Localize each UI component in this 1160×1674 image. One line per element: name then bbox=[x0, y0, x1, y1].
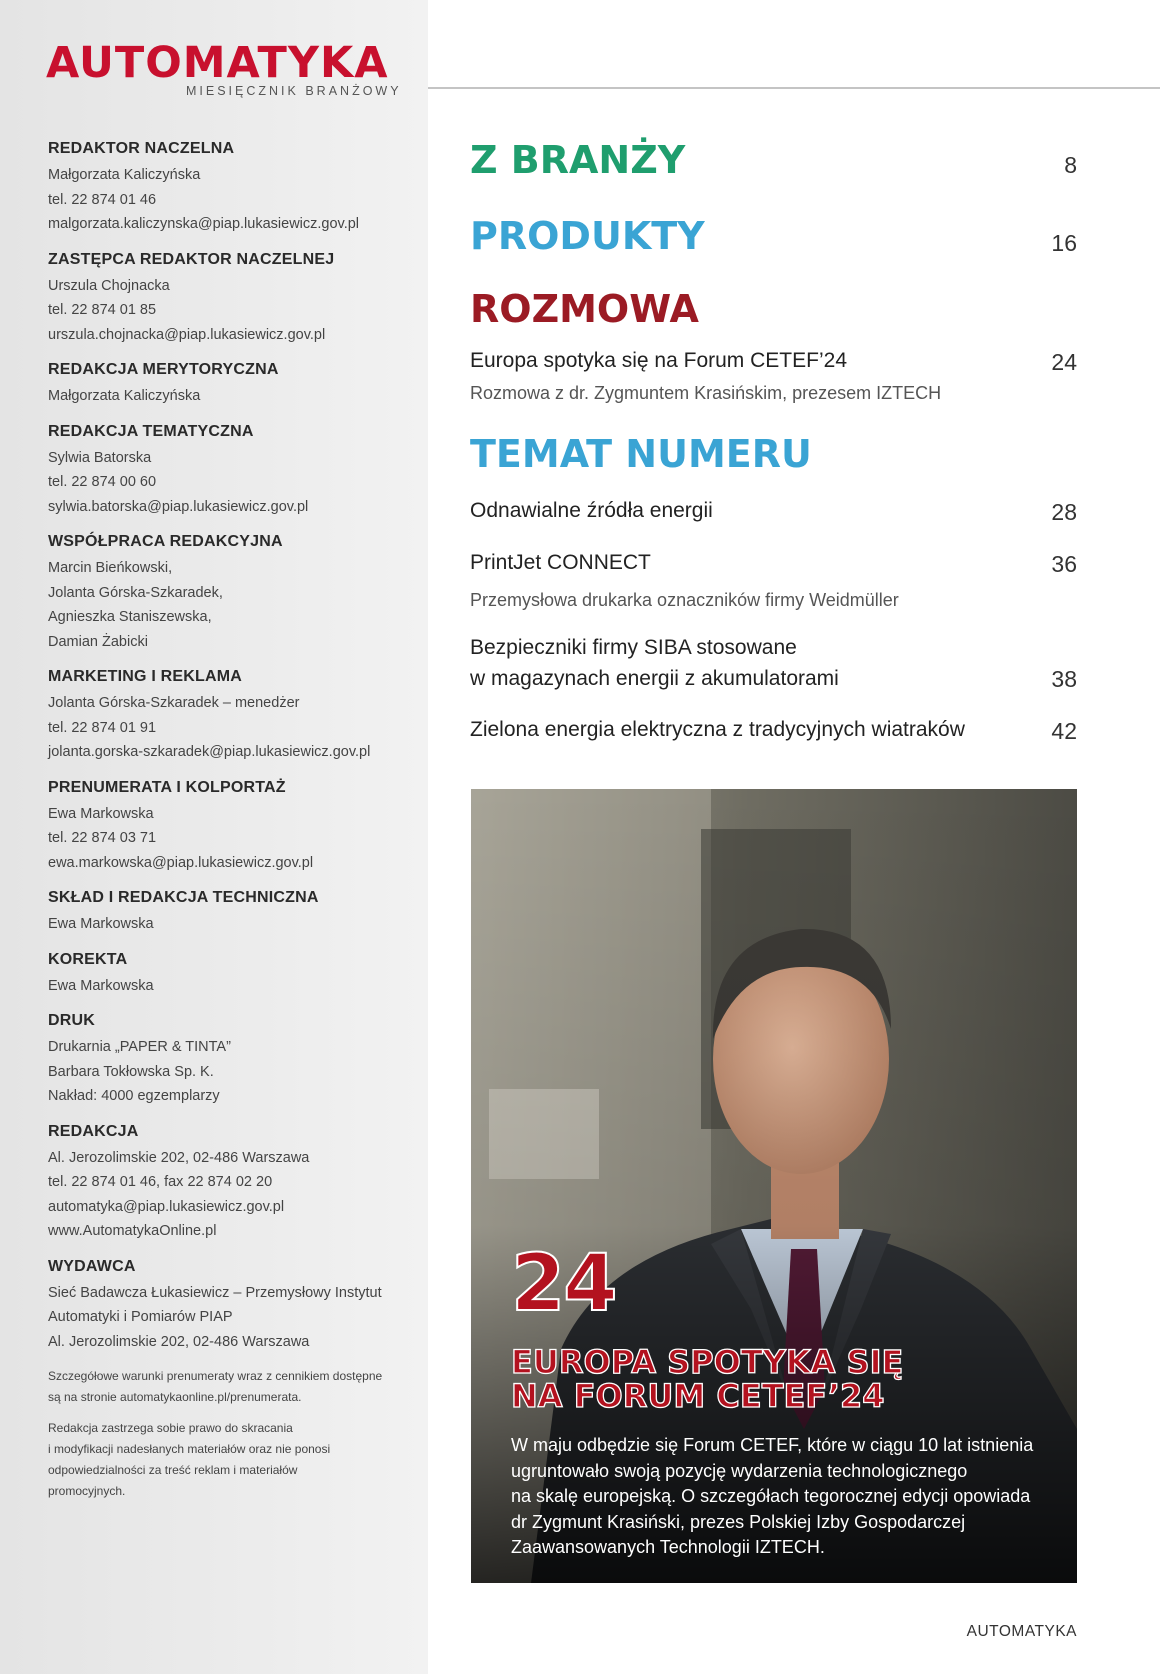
masthead bbox=[48, 138, 418, 1512]
page-number: 16 bbox=[1051, 230, 1077, 256]
masthead-note bbox=[48, 1418, 418, 1502]
masthead-note-line: Redakcja zastrzega sobie prawo do skracania bbox=[48, 1421, 293, 1435]
toc-entry-subtitle: Przemysłowa drukarka oznaczników firmy Weidmüller bbox=[470, 590, 899, 610]
masthead-line: Drukarnia „PAPER & TINTA” bbox=[48, 1039, 231, 1055]
masthead-heading: ZASTĘPCA REDAKTOR NACZELNEJ bbox=[48, 250, 335, 268]
masthead-line: tel. 22 874 03 71 bbox=[48, 830, 157, 846]
masthead-line: Ewa Markowska bbox=[48, 977, 154, 994]
masthead-line: Ewa Markowska bbox=[48, 916, 154, 932]
toc-entry-title[interactable]: Zielona energia elektryczna z tradycyjnych wiatraków bbox=[470, 718, 965, 741]
masthead-link[interactable]: www.AutomatykaOnline.pl bbox=[48, 1223, 217, 1239]
masthead-heading: SKŁAD I REDAKCJA TECHNICZNA bbox=[48, 889, 319, 906]
masthead-line: Małgorzata Kaliczyńska bbox=[48, 167, 201, 183]
feature-text-line: na skalę europejską. O szczegółach tegorocznej edycji opowiada bbox=[511, 1486, 1031, 1506]
section-heading-rozmowa: ROZMOWA bbox=[470, 287, 699, 331]
masthead-line: Damian Żabicki bbox=[48, 633, 148, 650]
section-heading-temat-numeru: TEMAT NUMERU bbox=[470, 432, 812, 476]
masthead-section bbox=[48, 777, 418, 876]
masthead-section bbox=[48, 359, 418, 409]
page-number: 8 bbox=[1064, 152, 1077, 178]
toc-entry-subtitle: Rozmowa z dr. Zygmuntem Krasińskim, prezesem IZTECH bbox=[470, 383, 942, 403]
masthead-heading: REDAKCJA TEMATYCZNA bbox=[48, 422, 254, 440]
masthead-section bbox=[48, 949, 418, 999]
feature-text-line: Zaawansowanych Technologii IZTECH. bbox=[511, 1537, 825, 1557]
masthead-heading: MARKETING I REKLAMA bbox=[48, 668, 243, 685]
masthead-line: Jolanta Górska-Szkaradek, bbox=[48, 584, 223, 601]
masthead-link[interactable]: ewa.markowska@piap.lukasiewicz.gov.pl bbox=[48, 854, 314, 871]
masthead-line: Urszula Chojnacka bbox=[48, 277, 170, 294]
feature-page-number: 24 bbox=[511, 1239, 616, 1329]
masthead-line: Al. Jerozolimskie 202, 02-486 Warszawa bbox=[48, 1149, 310, 1166]
masthead-note-line: odpowiedzialności za treść reklam i materiałów bbox=[48, 1463, 298, 1477]
masthead-line: Marcin Bieńkowski, bbox=[48, 560, 173, 576]
magazine-logo bbox=[46, 38, 402, 98]
masthead-line: tel. 22 874 01 46, fax 22 874 02 20 bbox=[48, 1174, 273, 1190]
feature-text-line: W maju odbędzie się Forum CETEF, które w ciągu 10 lat istnienia bbox=[511, 1435, 1034, 1455]
masthead-heading: WYDAWCA bbox=[48, 1257, 136, 1275]
masthead-note-line: i modyfikacji nadesłanych materiałów oraz nie ponosi bbox=[48, 1442, 331, 1456]
masthead-link[interactable]: automatyka@piap.lukasiewicz.gov.pl bbox=[48, 1198, 285, 1215]
toc-entry-title[interactable]: Odnawialne źródła energii bbox=[470, 499, 713, 522]
masthead-section bbox=[48, 421, 418, 520]
toc-entry-title-line[interactable]: w magazynach energii z akumulatorami bbox=[470, 667, 839, 690]
masthead-heading: REDAKTOR NACZELNA bbox=[48, 140, 235, 157]
masthead-line: Automatyki i Pomiarów PIAP bbox=[48, 1309, 233, 1325]
masthead-line: Agnieszka Staniszewska, bbox=[48, 609, 212, 625]
masthead-sidebar bbox=[0, 0, 428, 1674]
masthead-section bbox=[48, 531, 418, 654]
masthead-heading: KOREKTA bbox=[48, 950, 128, 968]
page-number: 42 bbox=[1051, 718, 1077, 744]
masthead-link[interactable]: urszula.chojnacka@piap.lukasiewicz.gov.pl bbox=[48, 326, 326, 343]
masthead-heading: REDAKCJA MERYTORYCZNA bbox=[48, 361, 279, 378]
logo-subtitle: MIESIĘCZNIK BRANŻOWY bbox=[186, 84, 402, 98]
masthead-link[interactable]: malgorzata.kaliczynska@piap.lukasiewicz.gov.pl bbox=[48, 216, 360, 232]
masthead-section bbox=[48, 1121, 418, 1244]
masthead-section bbox=[48, 249, 418, 348]
section-heading-z-branzy[interactable]: Z BRANŻY bbox=[470, 138, 686, 182]
masthead-heading: DRUK bbox=[48, 1012, 96, 1029]
page-number: 24 bbox=[1051, 349, 1077, 375]
masthead-line: Al. Jerozolimskie 202, 02-486 Warszawa bbox=[48, 1333, 310, 1350]
feature-title-line: EUROPA SPOTYKA SIĘ bbox=[511, 1343, 904, 1381]
masthead-line: Małgorzata Kaliczyńska bbox=[48, 388, 201, 404]
footer-label: AUTOMATYKA bbox=[966, 1623, 1077, 1640]
masthead-note bbox=[48, 1366, 418, 1408]
masthead-heading: REDAKCJA bbox=[48, 1122, 139, 1140]
page-number: 28 bbox=[1051, 499, 1077, 525]
masthead-note-line: promocyjnych. bbox=[48, 1484, 126, 1498]
feature-title bbox=[511, 1345, 1071, 1413]
feature-photo[interactable] bbox=[471, 789, 1077, 1583]
page-number: 36 bbox=[1051, 551, 1077, 577]
masthead-line: tel. 22 874 00 60 bbox=[48, 474, 157, 490]
masthead-line: Sylwia Batorska bbox=[48, 449, 152, 466]
feature-text-line: dr Zygmunt Krasiński, prezes Polskiej Izby Gospodarczej bbox=[511, 1511, 966, 1532]
masthead-heading: WSPÓŁPRACA REDAKCYJNA bbox=[48, 533, 283, 550]
logo-title: AUTOMATYKA bbox=[46, 38, 389, 88]
masthead-section bbox=[48, 138, 418, 237]
masthead-line: tel. 22 874 01 91 bbox=[48, 719, 157, 736]
masthead-section bbox=[48, 887, 418, 937]
masthead-line: Barbara Tokłowska Sp. K. bbox=[48, 1063, 214, 1080]
toc-entry-title[interactable]: PrintJet CONNECT bbox=[470, 551, 651, 574]
top-divider bbox=[428, 87, 1160, 89]
toc-entry-title[interactable]: Europa spotyka się na Forum CETEF’24 bbox=[470, 349, 847, 372]
masthead-link[interactable]: sylwia.batorska@piap.lukasiewicz.gov.pl bbox=[48, 498, 309, 515]
masthead-note-line: Szczegółowe warunki prenumeraty wraz z cennikiem dostępne bbox=[48, 1369, 383, 1383]
masthead-line: tel. 22 874 01 46 bbox=[48, 191, 157, 208]
feature-text-line: ugruntowało swoją pozycję wydarzenia technologicznego bbox=[511, 1460, 968, 1481]
feature-title-line: NA FORUM CETEF’24 bbox=[511, 1377, 885, 1415]
masthead-section bbox=[48, 666, 418, 765]
masthead-line: Nakład: 4000 egzemplarzy bbox=[48, 1088, 220, 1104]
masthead-section bbox=[48, 1010, 418, 1109]
masthead-section bbox=[48, 1256, 418, 1355]
masthead-line: tel. 22 874 01 85 bbox=[48, 302, 157, 318]
masthead-line: Ewa Markowska bbox=[48, 805, 154, 822]
masthead-link[interactable]: jolanta.gorska-szkaradek@piap.lukasiewicz.gov.pl bbox=[48, 744, 371, 760]
toc-entry-title-line[interactable]: Bezpieczniki firmy SIBA stosowane bbox=[470, 636, 797, 659]
masthead-line: Sieć Badawcza Łukasiewicz – Przemysłowy Instytut bbox=[48, 1284, 382, 1301]
page-number: 38 bbox=[1051, 666, 1077, 692]
masthead-note-line: są na stronie automatykaonline.pl/prenumerata. bbox=[48, 1390, 302, 1404]
masthead-heading: PRENUMERATA I KOLPORTAŻ bbox=[48, 778, 286, 796]
masthead-line: Jolanta Górska-Szkaradek – menedżer bbox=[48, 695, 300, 711]
feature-description bbox=[511, 1433, 1071, 1561]
section-heading-produkty[interactable]: PRODUKTY bbox=[470, 214, 705, 258]
